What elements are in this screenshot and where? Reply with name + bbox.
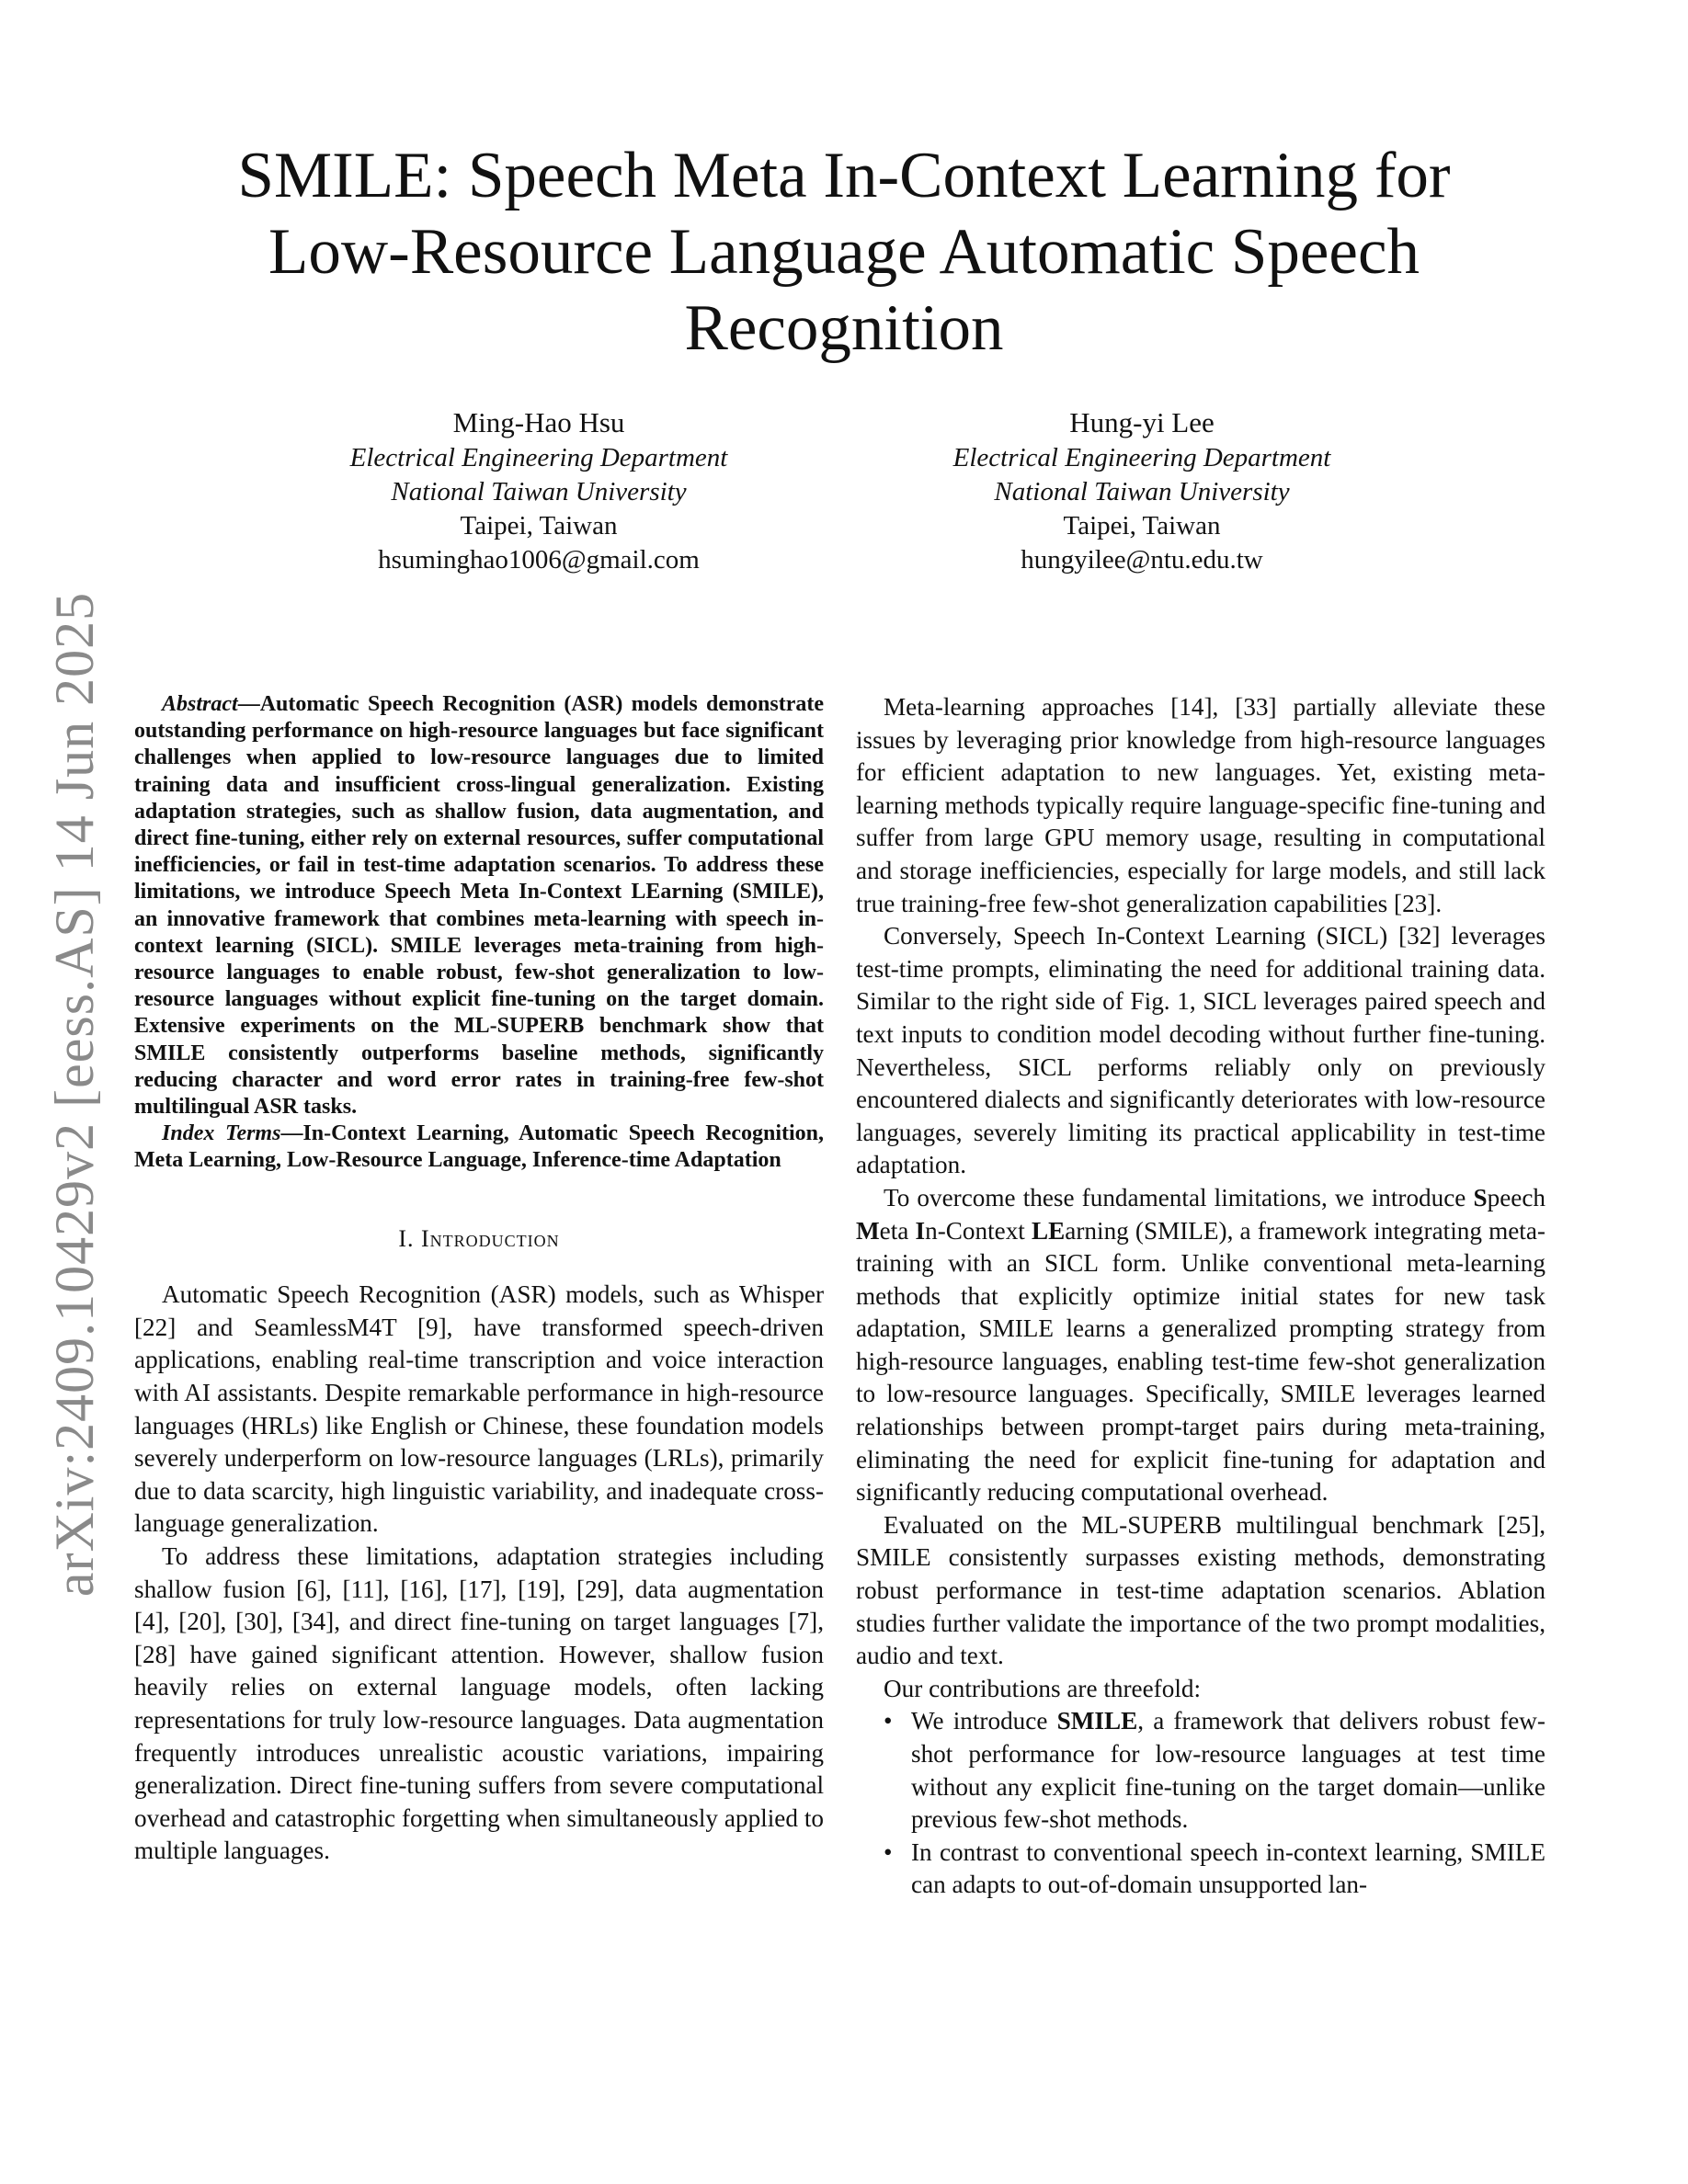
acronym-letter: I [915, 1216, 926, 1245]
author-university: National Taiwan University [994, 477, 1290, 506]
contribution-item [884, 1705, 1545, 1836]
abstract [134, 691, 824, 1120]
author-department: Electrical Engineering Department [952, 443, 1331, 472]
body-paragraph: Conversely, Speech In-Context Learning (SICL) [32] leverages test-time prompts, eliminating the need for additional training data. Similar to the right side of Fig. 1, SICL leverages paired speech and text inputs to condition model decoding without further fine-tuning. Nevertheless, SICL performs reliably only on previously encountered dialects and significantly deteriorates with low-resource languages, severely limiting its practical applicability in test-time adaptation. [856, 922, 1545, 1179]
acronym-rest: n-Context [925, 1216, 1032, 1245]
section-heading-introduction [134, 1223, 824, 1256]
smile-intro-text: To overcome these fundamental limitations, we introduce [884, 1183, 1474, 1211]
contribution-pre: In contrast to conventional speech in-context learning, SMILE can adapts to out-of-domain unsupported lan- [911, 1837, 1545, 1899]
body-paragraph: Evaluated on the ML-SUPERB multilingual benchmark [25], SMILE consistently surpasses existing methods, demonstrating robust performance in test-time adaptation scenarios. Ablation studies further validate the importance of the two prompt modalities, audio and text. [856, 1510, 1545, 1670]
abstract-lead: Abstract [162, 692, 238, 716]
section-number: I. [398, 1224, 421, 1252]
author-name: Ming-Hao Hsu [452, 406, 625, 438]
contribution-bold: SMILE [1056, 1707, 1138, 1735]
index-terms-text: —In-Context Learning, Automatic Speech Recognition, Meta Learning, Low-Resource Language, Inference-time Adaptation [134, 1121, 825, 1173]
arxiv-identifier-text: arXiv:2409.10429v2 [eess.AS] 14 Jun 2025 [44, 591, 106, 1597]
contribution-pre: We introduce [911, 1707, 1057, 1735]
acronym-letter: M [856, 1216, 880, 1245]
acronym-letter: S [1473, 1183, 1488, 1211]
bullet-icon: • [884, 1837, 893, 1866]
abstract-text: —Automatic Speech Recognition (ASR) models demonstrate outstanding performance on high-resource languages but face significant challenges when applied to low-resource languages due to limited training data and insufficient cross-lingual generalization. Existing adaptation strategies, such as shallow fusion, data augmentation, and direct fine-tuning, either rely on external resources, suffer computational inefficiencies, or fail in test-time adaptation scenarios. To address these limitations, we introduce Speech Meta In-Context LEarning (SMILE), an innovative framework that combines meta-learning with speech in-context learning (SICL). SMILE leverages meta-training from high-resource languages to enable robust, few-shot generalization to low-resource languages without explicit fine-tuning on the target domain. Extensive experiments on the ML-SUPERB benchmark show that SMILE consistently outperforms baseline methods, significantly reducing character and word error rates in training-free few-shot multilingual ASR tasks. [134, 692, 824, 1120]
smile-intro-paragraph [856, 1182, 1545, 1509]
bullet-icon: • [884, 1707, 893, 1735]
index-terms-lead: Index Terms [162, 1121, 281, 1146]
author-name: Hung-yi Lee [1069, 406, 1215, 438]
contributions-list [856, 1705, 1545, 1902]
paper-title: SMILE: Speech Meta In-Context Learning for Low-Resource Language Automatic Speech Recognition [237, 140, 1451, 364]
left-column [134, 691, 824, 1868]
body-paragraph: Automatic Speech Recognition (ASR) models, such as Whisper [22] and SeamlessM4T [9], have transformed speech-driven applications, enabling real-time transcription and voice interaction with AI assistants. Despite remarkable performance in high-resource languages (HRLs) like English or Chinese, these foundation models severely underperform on low-resource languages (LRLs), primarily due to data scarcity, high linguistic variability, and inadequate cross-language generalization. [134, 1280, 824, 1538]
author-location: Taipei, Taiwan [460, 511, 618, 540]
author-block-2 [866, 404, 1418, 577]
section-title: Introduction [421, 1224, 560, 1252]
author-location: Taipei, Taiwan [1063, 511, 1221, 540]
author-department: Electrical Engineering Department [349, 443, 728, 472]
acronym-rest: arning (SMILE), a framework integrating meta-training with an SICL form. Unlike conventional meta-learning methods that explicitly optimize initial states for new task adaptation, SMILE learns a generalized prompting strategy from high-resource languages, enabling test-time few-shot generalization to low-resource languages. Specifically, SMILE leverages learned relationships between prompt-target pairs during meta-training, eliminating the need for explicit fine-tuning for adaptation and significantly reducing computational overhead. [856, 1216, 1545, 1507]
author-email: hungyilee@ntu.edu.tw [1021, 545, 1263, 574]
contribution-item [884, 1837, 1545, 1902]
body-paragraph: To address these limitations, adaptation strategies including shallow fusion [6], [11], [16], [17], [19], [29], data augmentation [4], [20], [30], [34], and direct fine-tuning on target languages [7], [28] have gained significant attention. However, shallow fusion heavily relies on external language models, often lacking representations for truly low-resource languages. Data augmentation frequently introduces unrealistic acoustic variations, impairing generalization. Direct fine-tuning suffers from severe computational overhead and catastrophic forgetting when simultaneously applied to multiple languages. [134, 1542, 824, 1865]
contributions-intro: Our contributions are threefold: [884, 1674, 1202, 1702]
author-block-1 [263, 404, 815, 577]
contribution-post: , a framework that delivers robust few-shot performance for low-resource languages at test time without any explicit fine-tuning on the target domain—unlike previous few-shot methods. [911, 1707, 1545, 1834]
author-email: hsuminghao1006@gmail.com [378, 545, 700, 574]
right-column [856, 691, 1545, 1902]
body-paragraph: Meta-learning approaches [14], [33] partially alleviate these issues by leveraging prior knowledge from high-resource languages for efficient adaptation to new languages. Yet, existing meta-learning methods typically require language-specific fine-tuning and suffer from large GPU memory usage, resulting in computational and storage inefficiencies, especially for large models, and still lack true training-free few-shot generalization capabilities [23]. [856, 693, 1545, 917]
acronym-rest: peech [1487, 1183, 1545, 1211]
arxiv-identifier-stamp [39, 591, 112, 1597]
acronym-letter: LE [1032, 1216, 1066, 1245]
author-university: National Taiwan University [391, 477, 687, 506]
index-terms [134, 1120, 824, 1174]
acronym-rest: eta [879, 1216, 916, 1245]
